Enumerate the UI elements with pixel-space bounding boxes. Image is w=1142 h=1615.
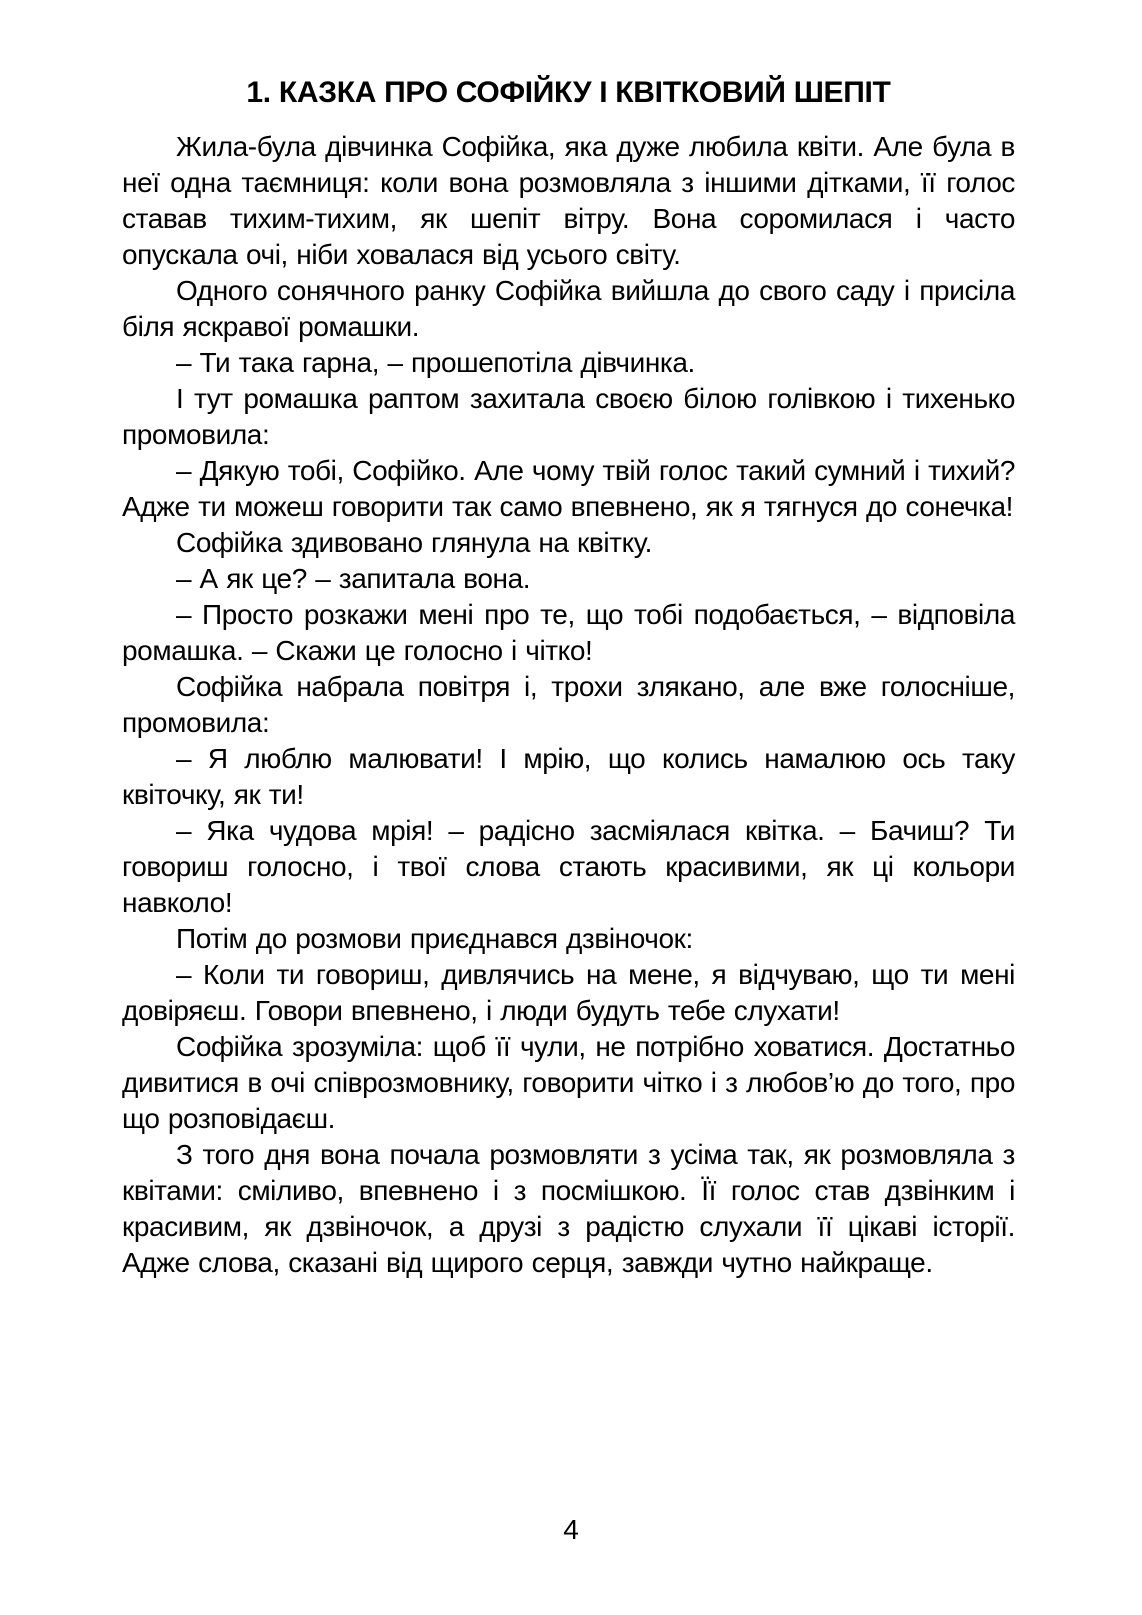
paragraph: – Просто розкажи мені про те, що тобі подобається, – відповіла ромашка. – Скажи це голосно і чітко! xyxy=(122,599,1015,666)
paragraph: Софійка зрозуміла: щоб її чули, не потрібно ховатися. Достатньо дивитися в очі співрозмовнику, говорити чітко і з любов’ю до того, про що розповідаєш. xyxy=(122,1031,1015,1134)
paragraph: Софійка набрала повітря і, трохи злякано, але вже голосніше, промовила: xyxy=(122,671,1015,738)
paragraph: Одного сонячного ранку Софійка вийшла до свого саду і присіла біля яскравої ромашки. xyxy=(122,275,1015,342)
paragraph: – Коли ти говориш, дивлячись на мене, я відчуваю, що ти мені довіряєш. Говори впевнено, і люди будуть тебе слухати! xyxy=(122,959,1015,1026)
paragraph: З того дня вона почала розмовляти з усіма так, як розмовляла з квітами: сміливо, впевнено і з посмішкою. Її голос став дзвінким і красивим, як дзвіночок, а друзі з радістю слухали її цікаві історії. Адже слова, сказані від щирого серця, завжди чутно найкраще. xyxy=(122,1139,1015,1278)
paragraph: Софійка здивовано глянула на квітку. xyxy=(176,527,652,558)
paragraph: – А як це? – запитала вона. xyxy=(176,563,531,594)
paragraph: – Ти така гарна, – прошепотіла дівчинка. xyxy=(176,347,695,378)
page-number: 4 xyxy=(563,1514,579,1545)
paragraph: І тут ромашка раптом захитала своєю білою голівкою і тихенько промовила: xyxy=(122,383,1015,450)
paragraph: – Дякую тобі, Софійко. Але чому твій голос такий сумний і тихий? Адже ти можеш говорити так само впевнено, як я тягнуся до сонечка! xyxy=(122,455,1015,522)
story-title: 1. КАЗКА ПРО СОФІЙКУ І КВІТКОВИЙ ШЕПІТ xyxy=(246,76,891,109)
page-content xyxy=(122,73,1015,1281)
paragraph: – Я люблю малювати! І мрію, що колись намалюю ось таку квіточку, як ти! xyxy=(122,743,1015,810)
paragraph: – Яка чудова мрія! – радісно засміялася квітка. – Бачиш? Ти говориш голосно, і твої слова стають красивими, як ці кольори навколо! xyxy=(122,815,1015,918)
paragraph: Жила-була дівчинка Софійка, яка дуже любила квіти. Але була в неї одна таємниця: коли вона розмовляла з іншими дітками, її голос ставав тихим-тихим, як шепіт вітру. Вона соромилася і часто опускала очі, ніби ховалася від усього світу. xyxy=(122,131,1015,270)
paragraph: Потім до розмови приєднався дзвіночок: xyxy=(176,923,693,954)
